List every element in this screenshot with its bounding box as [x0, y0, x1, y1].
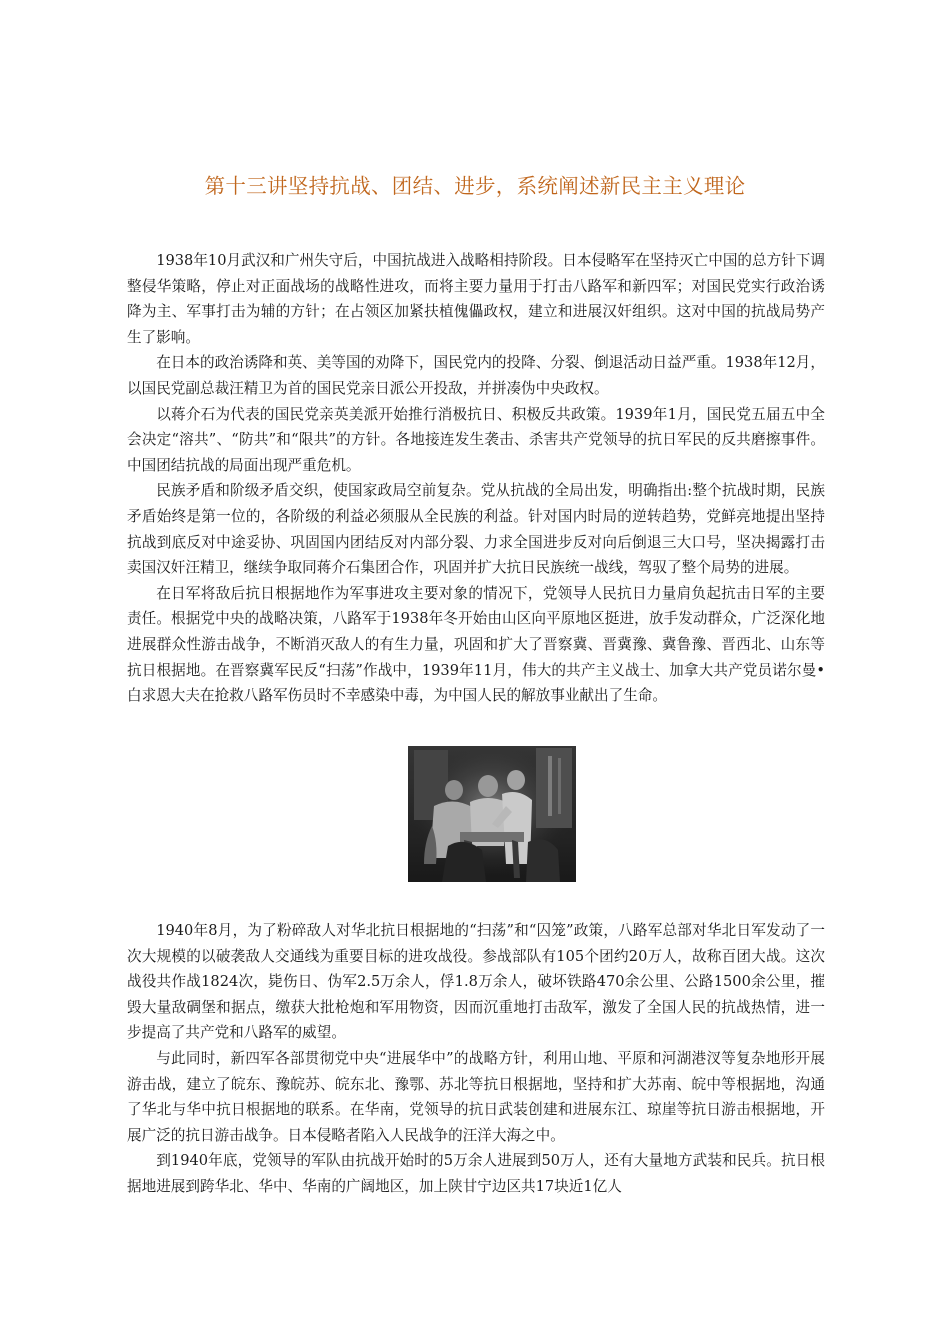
- historical-photo: [408, 746, 576, 882]
- paragraph: 到1940年底，党领导的军队由抗战开始时的5万余人进展到50万人，还有大量地方武装和民兵。抗日根据地进展到跨华北、华中、华南的广阔地区，加上陕甘宁边区共17块近1亿人: [127, 1152, 825, 1195]
- document-title: 第十三讲坚持抗战、团结、进步，系统阐述新民主主义理论: [204, 174, 746, 198]
- paragraph: 以蒋介石为代表的国民党亲英美派开始推行消极抗日、积极反共政策。1939年1月，国民党五届五中全会决定“溶共”、“防共”和“限共”的方针。各地接连发生袭击、杀害共产党领导的抗日军民的反共磨擦事件。中国团结抗战的局面出现严重危机。: [127, 405, 825, 474]
- paragraph: 民族矛盾和阶级矛盾交织，使国家政局空前复杂。党从抗战的全局出发，明确指出:整个抗战时期，民族矛盾始终是第一位的，各阶级的利益必须服从全民族的利益。针对国内时局的逆转趋势，党鲜亮地提出坚持抗战到底反对中途妥协、巩固国内团结反对内部分裂、力求全国进步反对向后倒退三大口号，坚决揭露打击卖国汉奸汪精卫，继续争取同蒋介石集团合作，巩固并扩大抗日民族统一战线，驾驭了整个局势的进展。: [127, 482, 825, 577]
- paragraph: 与此同时，新四军各部贯彻党中央“进展华中”的战略方针，利用山地、平原和河湖港汊等复杂地形开展游击战，建立了皖东、豫皖苏、皖东北、豫鄂、苏北等抗日根据地，坚持和扩大苏南、皖中等根据地，沟通了华北与华中抗日根据地的联系。在华南，党领导的抗日武装创建和进展东江、琼崖等抗日游击根据地，开展广泛的抗日游击战争。日本侵略者陷入人民战争的汪洋大海之中。: [127, 1049, 825, 1144]
- paragraph: 在日军将敌后抗日根据地作为军事进攻主要对象的情况下，党领导人民抗日力量肩负起抗击日军的主要责任。根据党中央的战略决策，八路军于1938年冬开始由山区向平原地区挺进，放手发动群众，广泛深化地进展群众性游击战争，不断消灭敌人的有生力量，巩固和扩大了晋察冀、晋冀豫、冀鲁豫、晋西北、山东等抗日根据地。在晋察冀军民反“扫荡”作战中，1939年11月，伟大的共产主义战士、加拿大共产党员诺尔曼•白求恩大夫在抢救八路军伤员时不幸感染中毒，为中国人民的解放事业献出了生命。: [127, 584, 825, 705]
- body-text-lower: [127, 918, 825, 1200]
- paragraph: 在日本的政治诱降和英、美等国的劝降下，国民党内的投降、分裂、倒退活动日益严重。1938年12月，以国民党副总裁汪精卫为首的国民党亲日派公开投敌，并拼凑伪中央政权。: [127, 354, 825, 397]
- historical-photo-icon: [408, 746, 576, 882]
- body-text-upper: [127, 248, 825, 709]
- paragraph: 1940年8月，为了粉碎敌人对华北抗日根据地的“扫荡”和“囚笼”政策，八路军总部对华北日军发动了一次大规模的以破袭敌人交通线为重要目标的进攻战役。参战部队有105个团约20万人，故称百团大战。这次战役共作战1824次，毙伤日、伪军2.5万余人，俘1.8万余人，破坏铁路470余公里、公路1500余公里，摧毁大量敌碉堡和据点，缴获大批枪炮和军用物资，因而沉重地打击敌军，激发了全国人民的抗战热情，进一步提高了共产党和八路军的威望。: [127, 922, 825, 1042]
- paragraph: 1938年10月武汉和广州失守后，中国抗战进入战略相持阶段。日本侵略军在坚持灭亡中国的总方针下调整侵华策略，停止对正面战场的战略性进攻，而将主要力量用于打击八路军和新四军；对国民党实行政治诱降为主、军事打击为辅的方针；在占领区加紧扶植傀儡政权，建立和进展汉奸组织。这对中国的抗战局势产生了影响。: [127, 252, 825, 346]
